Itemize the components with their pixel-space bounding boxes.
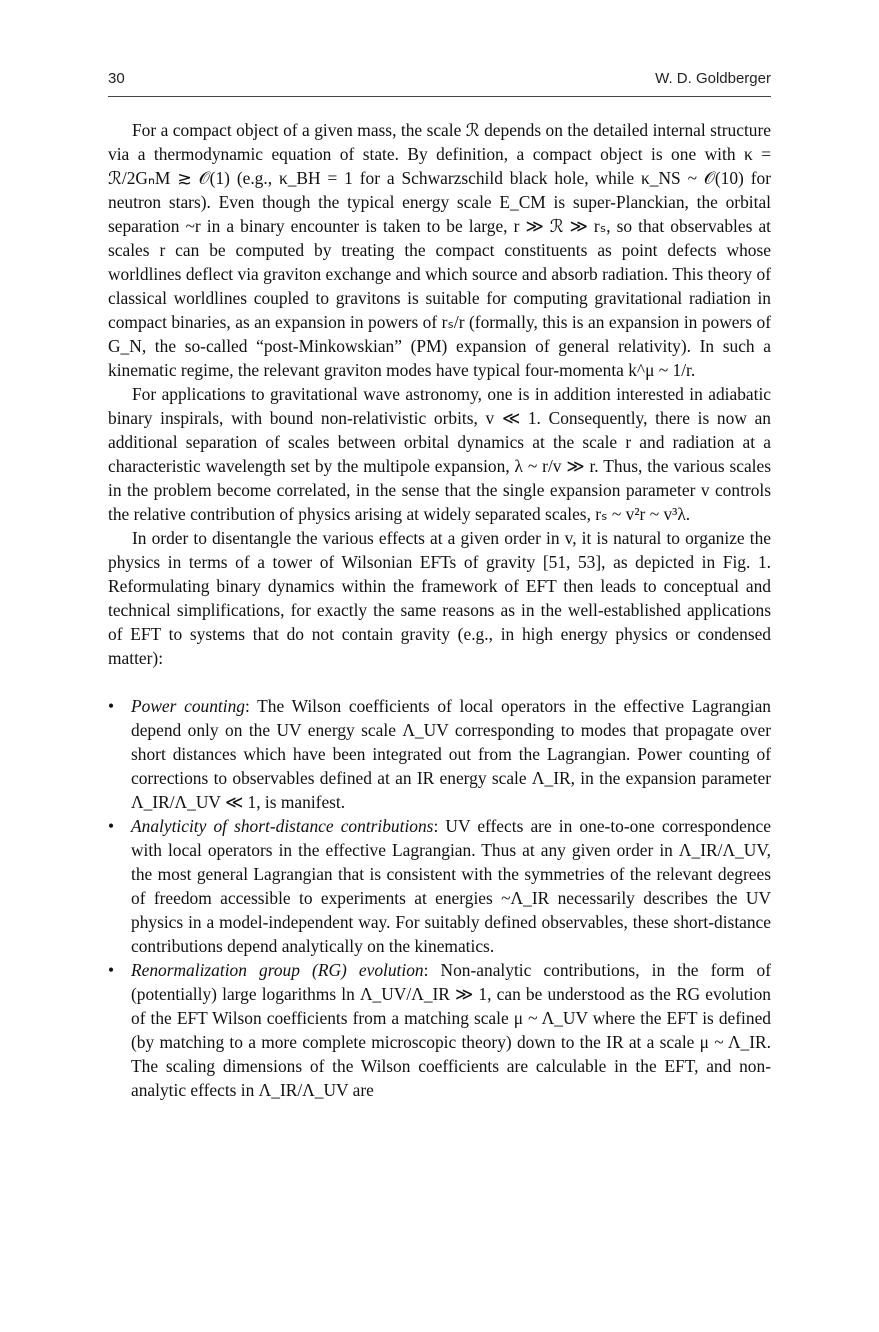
list-item [108, 694, 771, 814]
page-number: 30 [108, 70, 125, 87]
list-item [108, 958, 771, 1102]
page-body [108, 118, 771, 1102]
bullet-text: : UV effects are in one-to-one correspondence with local operators in the effective Lagrangian. Thus at any given order in Λ_IR/Λ_UV, the most general Lagrangian that is consistent with the symmetries of the relevant degrees of freedom accessible to experiments at energies ~Λ_IR necessarily describes the UV physics in a model-independent way. For suitably defined observables, these short-distance contributions depend analytically on the kinematics. [131, 816, 771, 956]
running-head: W. D. Goldberger [655, 70, 771, 87]
list-item [108, 814, 771, 958]
bullet-list [108, 694, 771, 1102]
bullet-term: Power counting [131, 696, 245, 716]
bullet-text: : The Wilson coefficients of local operators in the effective Lagrangian depend only on the UV energy scale Λ_UV corresponding to modes that propagate over short distances which have been integrated out from the Lagrangian. Power counting of corrections to observables defined at an IR energy scale Λ_IR, in the expansion parameter Λ_IR/Λ_UV ≪ 1, is manifest. [131, 696, 771, 812]
header-rule [108, 96, 771, 97]
page-header [108, 68, 771, 92]
paragraph-3: In order to disentangle the various effects at a given order in v, it is natural to organize the physics in terms of a tower of Wilsonian EFTs of gravity [51, 53], as depicted in Fig. 1. Reformulating binary dynamics within the framework of EFT then leads to conceptual and technical simplifications, for exactly the same reasons as in the well-established applications of EFT to systems that do not contain gravity (e.g., in high energy physics or condensed matter): [108, 528, 771, 668]
bullet-marker: • [108, 816, 115, 836]
bullet-text: : Non-analytic contributions, in the form of (potentially) large logarithms ln Λ_UV/Λ_IR ≫ 1, can be understood as the RG evolution of the EFT Wilson coefficients from a matching scale μ ~ Λ_UV where the EFT is defined (by matching to a more complete microscopic theory) down to the IR at a scale μ ~ Λ_IR. The scaling dimensions of the Wilson coefficients are calculable in the EFT, and non-analytic effects in Λ_IR/Λ_UV are [131, 960, 771, 1100]
bullet-marker: • [108, 960, 115, 980]
bullet-term: Analyticity of short-distance contributions [131, 816, 434, 836]
paragraph-2: For applications to gravitational wave astronomy, one is in addition interested in adiabatic binary inspirals, with bound non-relativistic orbits, v ≪ 1. Consequently, there is now an additional separation of scales between orbital dynamics at the scale r and radiation at a characteristic wavelength set by the multipole expansion, λ ~ r/v ≫ r. Thus, the various scales in the problem become correlated, in the sense that the single expansion parameter v controls the relative contribution of physics arising at widely separated scales, rₛ ~ v²r ~ v³λ. [108, 384, 771, 524]
bullet-marker: • [108, 696, 115, 716]
bullet-term: Renormalization group (RG) evolution [131, 960, 424, 980]
paragraph-1: For a compact object of a given mass, the scale ℛ depends on the detailed internal structure via a thermodynamic equation of state. By definition, a compact object is one with κ = ℛ/2GₙM ≳ 𝒪(1) (e.g., κ_BH = 1 for a Schwarzschild black hole, while κ_NS ~ 𝒪(10) for neutron stars). Even though the typical energy scale E_CM is super-Planckian, the orbital separation ~r in a binary encounter is taken to be large, r ≫ ℛ ≫ rₛ, so that observables at scales r can be computed by treating the compact constituents as point defects whose worldlines deflect via graviton exchange and which source and absorb radiation. This theory of classical worldlines coupled to gravitons is suitable for computing gravitational radiation in compact binaries, as an expansion in powers of rₛ/r (formally, this is an expansion in powers of G_N, the so-called “post-Minkowskian” (PM) expansion of general relativity). In such a kinematic regime, the relevant graviton modes have typical four-momenta k^μ ~ 1/r. [108, 120, 771, 380]
